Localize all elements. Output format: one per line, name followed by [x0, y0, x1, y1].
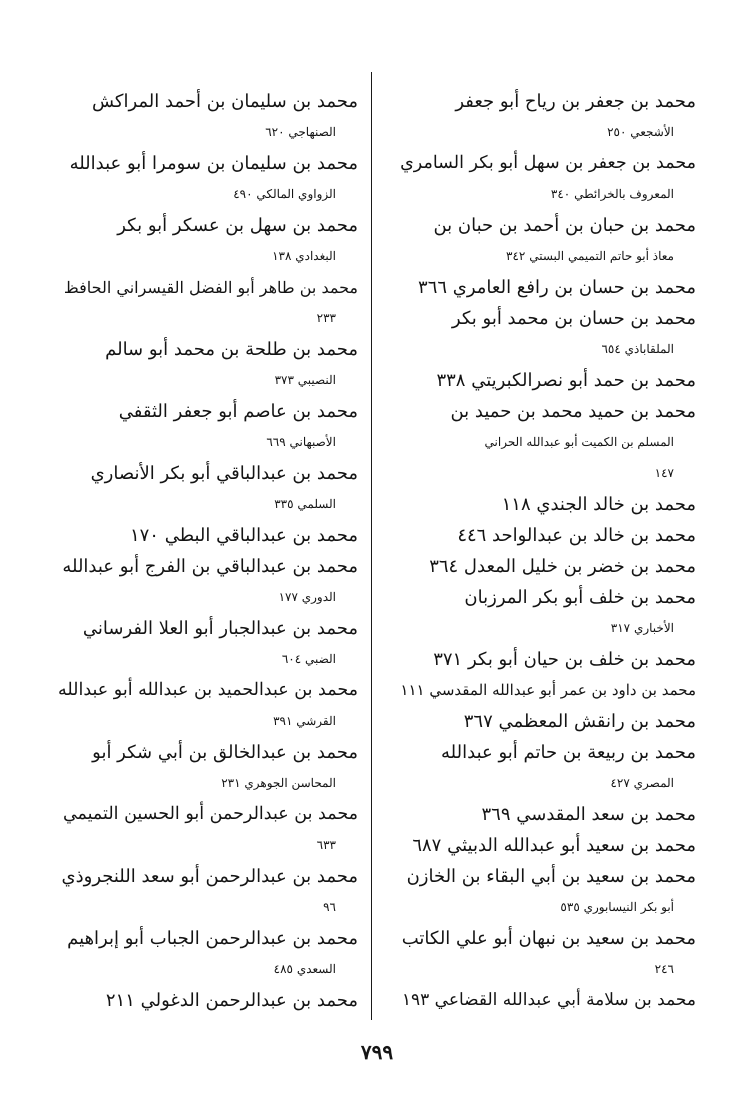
entry-name-line: محمد بن عبدالحميد بن عبدالله أبو عبدالله: [57, 680, 358, 700]
entry-name-line: محمد بن خالد بن عبدالواحد ٤٤٦: [457, 525, 696, 546]
index-column-left: [58, 86, 358, 1016]
index-entry: [58, 613, 358, 675]
entry-name-line: محمد بن عبدالجبار أبو العلا الفرساني: [82, 618, 358, 639]
index-entry: [396, 272, 696, 303]
page-number: ٧٩٩: [360, 1040, 394, 1064]
entry-continuation-line: القرشي ٣٩١: [273, 714, 336, 728]
entry-name-line: محمد بن حميد محمد بن حميد بن: [450, 401, 696, 422]
entry-name-line: محمد بن جعفر بن سهل أبو بكر السامري: [400, 153, 696, 173]
index-entry: [58, 799, 358, 861]
entry-name-line: محمد بن حمد أبو نصرالكبريتي ٣٣٨: [436, 370, 696, 391]
index-entry: [58, 520, 358, 551]
entry-continuation-line: المحاسن الجوهري ٢٣١: [221, 776, 336, 790]
index-entry: [396, 644, 696, 675]
index-entry: [58, 272, 358, 334]
column-divider: [371, 72, 372, 1020]
entry-continuation-line: السعدي ٤٨٥: [273, 962, 336, 976]
entry-name-line: محمد بن طلحة بن محمد أبو سالم: [105, 339, 358, 360]
index-entry: [396, 985, 696, 1016]
entry-continuation-line: الأشجعي ٢٥٠: [607, 125, 674, 139]
entry-name-line: محمد بن خلف أبو بكر المرزبان: [464, 587, 696, 608]
index-entry: [58, 396, 358, 458]
entry-name-line: محمد بن رانقش المعظمي ٣٦٧: [463, 711, 696, 732]
index-entry: [396, 396, 696, 489]
index-entry: [58, 210, 358, 272]
entry-name-line: محمد بن خالد الجندي ١١٨: [501, 494, 696, 515]
index-entry: [396, 551, 696, 582]
entry-name-line: محمد بن عبدالباقي أبو بكر الأنصاري: [90, 463, 358, 484]
index-entry: [58, 334, 358, 396]
index-entry: [396, 210, 696, 272]
index-entry: [58, 458, 358, 520]
index-entry: [396, 737, 696, 799]
index-entry: [396, 303, 696, 365]
index-entry: [396, 365, 696, 396]
entry-name-line: محمد بن سعيد بن أبي البقاء بن الخازن: [406, 866, 696, 887]
entry-name-line: محمد بن سليمان بن سومرا أبو عبدالله: [69, 153, 358, 174]
index-entry: [58, 985, 358, 1016]
index-entry: [58, 148, 358, 210]
entry-name-line: محمد بن عاصم أبو جعفر الثقفي: [118, 401, 358, 422]
entry-continuation-line: أبو بكر النيسابوري ٥٣٥: [560, 900, 674, 914]
entry-name-line: محمد بن طاهر أبو الفضل القيسراني الحافظ: [63, 278, 358, 297]
entry-continuation-line: المصري ٤٢٧: [610, 776, 674, 790]
entry-name-line: محمد بن عبدالرحمن أبو الحسين التميمي: [62, 804, 358, 824]
entry-continuation-line: الصنهاجي ٦٢٠: [265, 125, 336, 139]
entry-name-line: محمد بن حبان بن أحمد بن حبان بن: [433, 215, 696, 236]
entry-continuation-line: الضبي ٦٠٤: [281, 652, 336, 666]
entry-continuation-line: الملقاباذي ٦٥٤: [601, 342, 674, 356]
entry-name-line: محمد بن عبدالرحمن الجباب أبو إبراهيم: [67, 928, 358, 949]
entry-name-line: محمد بن سلامة أبي عبدالله القضاعي ١٩٣: [401, 990, 696, 1010]
entry-continuation-line: ١٤٧: [654, 466, 674, 480]
entry-continuation-line: المسلم بن الكميت أبو عبدالله الحراني: [484, 435, 674, 449]
entry-name-line: محمد بن سهل بن عسكر أبو بكر: [117, 215, 358, 236]
index-entry: [396, 830, 696, 861]
index-entry: [58, 551, 358, 613]
entry-name-line: محمد بن سعيد بن نبهان أبو علي الكاتب: [401, 928, 696, 949]
entry-name-line: محمد بن سعيد أبو عبدالله الدبيثي ٦٨٧: [412, 835, 696, 856]
entry-continuation-line: معاذ أبو حاتم التميمي البستي ٣٤٢: [506, 249, 674, 263]
entry-name-line: محمد بن خلف بن حيان أبو بكر ٣٧١: [433, 649, 696, 670]
index-entry: [58, 86, 358, 148]
entry-name-line: محمد بن حسان بن محمد أبو بكر: [451, 308, 696, 329]
entry-name-line: محمد بن عبدالرحمن الدغولي ٢١١: [105, 990, 358, 1011]
index-entry: [396, 489, 696, 520]
entry-name-line: محمد بن سعد المقدسي ٣٦٩: [481, 804, 696, 825]
entry-name-line: محمد بن سليمان بن أحمد المراكش: [91, 91, 358, 112]
entry-continuation-line: المعروف بالخرائطي ٣٤٠: [550, 187, 674, 201]
entry-continuation-line: البغدادي ١٣٨: [272, 249, 336, 263]
entry-name-line: محمد بن عبدالباقي بن الفرج أبو عبدالله: [62, 556, 358, 577]
entry-continuation-line: ٦٣٣: [316, 838, 336, 852]
entry-continuation-line: النصيبي ٣٧٣: [274, 373, 336, 387]
index-entry: [396, 923, 696, 985]
index-column-right: [396, 86, 696, 1016]
index-entry: [396, 799, 696, 830]
index-entry: [58, 861, 358, 923]
entry-continuation-line: ٢٣٣: [316, 311, 336, 325]
index-entry: [396, 861, 696, 923]
index-entry: [58, 737, 358, 799]
entry-continuation-line: الأخباري ٣١٧: [610, 621, 674, 635]
entry-continuation-line: الزواوي المالكي ٤٩٠: [233, 187, 336, 201]
entry-name-line: محمد بن داود بن عمر أبو عبدالله المقدسي ١١١: [400, 681, 696, 699]
index-entry: [396, 148, 696, 210]
entry-continuation-line: الأصبهاني ٦٦٩: [266, 435, 336, 449]
entry-name-line: محمد بن ربيعة بن حاتم أبو عبدالله: [441, 742, 696, 763]
entry-continuation-line: الدوري ١٧٧: [278, 590, 336, 604]
entry-name-line: محمد بن حسان بن رافع العامري ٣٦٦: [418, 277, 696, 298]
entry-continuation-line: ٢٤٦: [654, 962, 674, 976]
index-entry: [396, 675, 696, 706]
index-entry: [58, 923, 358, 985]
entry-name-line: محمد بن جعفر بن رياح أبو جعفر: [455, 91, 696, 112]
entry-name-line: محمد بن عبدالرحمن أبو سعد اللنجروذي: [61, 866, 358, 887]
index-entry: [396, 582, 696, 644]
entry-continuation-line: ٩٦: [323, 900, 336, 914]
index-entry: [58, 675, 358, 737]
entry-name-line: محمد بن عبدالخالق بن أبي شكر أبو: [92, 742, 358, 763]
index-entry: [396, 520, 696, 551]
index-entry: [396, 706, 696, 737]
index-entry: [396, 86, 696, 148]
entry-name-line: محمد بن خضر بن خليل المعدل ٣٦٤: [429, 556, 696, 577]
entry-continuation-line: السلمي ٣٣٥: [274, 497, 336, 511]
entry-name-line: محمد بن عبدالباقي البطي ١٧٠: [129, 525, 358, 546]
